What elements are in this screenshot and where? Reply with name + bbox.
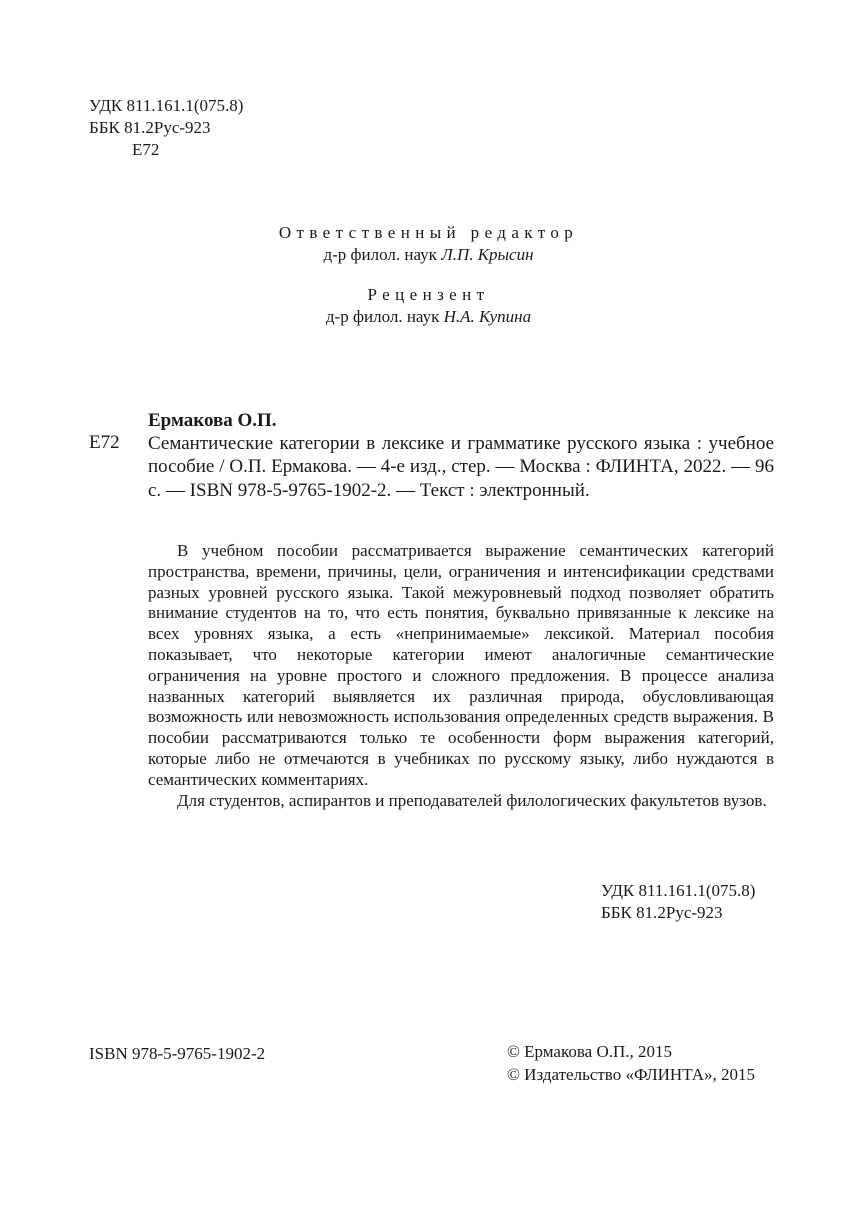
record-cutter-code: Е72 [89,432,120,453]
reviewer [0,284,857,328]
reviewer-role: Рецензент [367,285,490,304]
responsible-editor [0,222,857,266]
author-heading: Ермакова О.П. [148,410,277,431]
footer-udk-code: УДК 811.161.1(075.8) [601,881,756,900]
editor-name: Л.П. Крысин [441,245,534,264]
bibliographic-description: Семантические категории в лексике и грамматике русского языка : учебное пособие / О.П. Ермакова. — 4-е изд., стер. — Москва : ФЛИНТА, 2022. — 96 с. — ISBN 978-5-9765-1902-2. — Текст : электронный. [148,433,774,501]
annotation [148,541,774,811]
classification-codes [89,95,243,161]
editor-role: Ответственный редактор [278,223,579,242]
udk-code: УДК 811.161.1(075.8) [89,96,244,115]
footer-bbk-code: ББК 81.2Рус-923 [601,903,723,922]
editor-degree: д-р филол. наук [323,245,437,264]
reviewer-name: Н.А. Купина [443,307,532,326]
editor-credentials [0,244,857,266]
copyright-block [507,1040,755,1086]
reviewer-credentials [0,306,857,328]
isbn: ISBN 978-5-9765-1902-2 [89,1044,266,1063]
annotation-paragraph: В учебном пособии рассматривается выражение семантических категорий пространства, времени, причины, цели, ограничения и интенсификации средствами разных уровней русского языка. Такой межуровневый подход позволяет обратить внимание студентов на то, что есть понятия, буквально привязанные к лексике на всех уровнях языка, а есть «непринимаемые» лексикой. Материал пособия показывает, что некоторые категории имеют аналогичные семантические ограничения на уровне простого и сложного предложения. В процессе анализа названных категорий выявляется их различная природа, обусловливающая возможность или невозможность использования определенных средств выражения. В пособии рассматриваются только те особенности форм выражения категорий, которые либо не отмечаются в учебниках по русскому языку, либо нуждаются в семантических комментариях. [148,541,774,789]
reviewer-degree: д-р филол. наук [325,307,440,326]
cutter-code: Е72 [132,140,160,159]
annotation-paragraph: Для студентов, аспирантов и преподавателей филологических факультетов вузов. [177,790,767,810]
copyright-publisher: © Издательство «ФЛИНТА», 2015 [507,1065,756,1084]
bbk-code: ББК 81.2Рус-923 [89,118,211,137]
footer-classification-codes [601,880,755,924]
copyright-author: © Ермакова О.П., 2015 [507,1042,673,1061]
